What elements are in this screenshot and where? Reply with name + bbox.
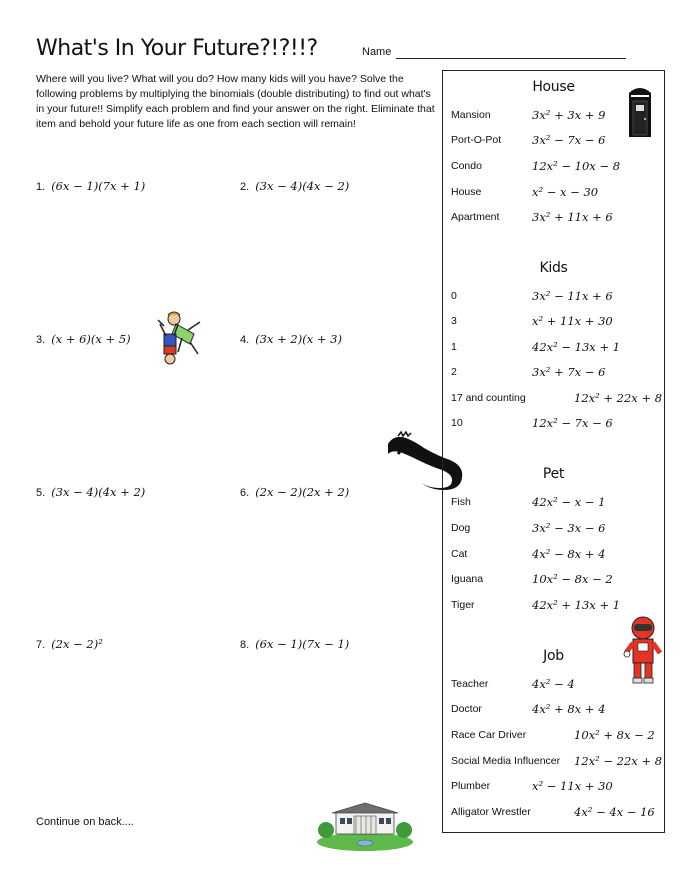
instructions: Where will you live? What will you do? How many kids will you have? Solve the following problems by multiplying the binomials (double distributing) to find out what's in your future!! Simplify each problem and find your answer on the right. Eliminate that item and behold your future life as one from each section will remain! bbox=[36, 73, 435, 130]
option-label: Condo bbox=[451, 160, 482, 172]
problem-7 bbox=[36, 637, 103, 651]
problem-expression: (6x − 1)(7x − 1) bbox=[255, 637, 350, 651]
option-expression: x² − x − 30 bbox=[532, 185, 599, 199]
option-label: Tiger bbox=[451, 599, 475, 611]
option-expression: 42x² + 13x + 1 bbox=[532, 598, 621, 612]
problem-expression: (3x + 2)(x + 3) bbox=[255, 332, 342, 346]
name-label: Name bbox=[362, 46, 392, 58]
option-label: Social Media Influencer bbox=[451, 755, 561, 767]
problem-2 bbox=[240, 179, 349, 193]
problem-expression: (x + 6)(x + 5) bbox=[51, 332, 131, 346]
option-label: 3 bbox=[451, 315, 457, 327]
option-label: Iguana bbox=[451, 573, 484, 585]
option-expression: 3x² − 7x − 6 bbox=[532, 133, 606, 147]
option-expression: 3x² − 11x + 6 bbox=[532, 289, 613, 303]
option-label: 1 bbox=[451, 341, 457, 353]
option-label: House bbox=[451, 186, 482, 198]
section-title-pet: Pet bbox=[542, 466, 565, 482]
problem-expression: (2x − 2)² bbox=[51, 637, 103, 651]
option-expression: 12x² − 7x − 6 bbox=[532, 416, 613, 430]
option-expression: x² + 11x + 30 bbox=[532, 314, 613, 328]
option-expression: 3x² + 3x + 9 bbox=[532, 108, 606, 122]
section-title-job: Job bbox=[543, 648, 564, 664]
section-title-house: House bbox=[532, 79, 575, 95]
problem-number: 8. bbox=[240, 639, 250, 651]
problem-number: 6. bbox=[240, 487, 250, 499]
section-title-kids: Kids bbox=[539, 260, 568, 276]
problem-8 bbox=[240, 637, 349, 651]
name-line[interactable] bbox=[396, 58, 626, 59]
option-expression: 12x² − 22x + 8 bbox=[574, 754, 663, 768]
option-expression: 3x² + 11x + 6 bbox=[532, 210, 613, 224]
option-expression: 3x² − 3x − 6 bbox=[532, 521, 606, 535]
option-label: Teacher bbox=[451, 678, 489, 690]
page-title: What's In Your Future?!?!!? bbox=[36, 36, 318, 61]
option-expression: 42x² − x − 1 bbox=[532, 495, 606, 509]
option-expression: 10x² + 8x − 2 bbox=[574, 728, 655, 742]
problem-number: 1. bbox=[36, 181, 46, 193]
problem-4 bbox=[240, 332, 342, 346]
problem-number: 7. bbox=[36, 639, 46, 651]
option-label: 0 bbox=[451, 290, 457, 302]
option-expression: 3x² + 7x − 6 bbox=[532, 365, 606, 379]
option-label: Dog bbox=[451, 522, 471, 534]
option-label: Cat bbox=[451, 548, 468, 560]
problem-number: 3. bbox=[36, 334, 46, 346]
problem-5 bbox=[36, 485, 145, 499]
problem-expression: (3x − 4)(4x − 2) bbox=[255, 179, 350, 193]
option-expression: 4x² − 8x + 4 bbox=[532, 547, 606, 561]
option-expression: 4x² − 4 bbox=[532, 677, 575, 691]
answer-panel bbox=[442, 70, 665, 833]
problem-expression: (6x − 1)(7x + 1) bbox=[51, 179, 146, 193]
option-expression: 4x² + 8x + 4 bbox=[532, 702, 606, 716]
problem-3 bbox=[36, 332, 131, 346]
option-label: Apartment bbox=[451, 211, 500, 223]
option-label: Race Car Driver bbox=[451, 729, 527, 741]
option-expression: 12x² − 10x − 8 bbox=[532, 159, 621, 173]
continue-note: Continue on back.... bbox=[36, 816, 134, 828]
option-label: Doctor bbox=[451, 703, 482, 715]
problem-number: 5. bbox=[36, 487, 46, 499]
children-icon bbox=[152, 308, 210, 366]
problem-number: 4. bbox=[240, 334, 250, 346]
problem-1 bbox=[36, 179, 145, 193]
option-label: 17 and counting bbox=[451, 392, 526, 404]
option-label: 10 bbox=[451, 417, 463, 429]
option-expression: 12x² + 22x + 8 bbox=[574, 391, 663, 405]
problem-number: 2. bbox=[240, 181, 250, 193]
problem-expression: (3x − 4)(4x + 2) bbox=[51, 485, 146, 499]
porta-potty-icon bbox=[627, 83, 653, 139]
option-label: Mansion bbox=[451, 109, 491, 121]
option-label: Port-O-Pot bbox=[451, 134, 502, 146]
option-expression: 42x² − 13x + 1 bbox=[532, 340, 621, 354]
problem-expression: (2x − 2)(2x + 2) bbox=[255, 485, 350, 499]
option-expression: 10x² − 8x − 2 bbox=[532, 572, 613, 586]
problem-6 bbox=[240, 485, 349, 499]
option-label: Fish bbox=[451, 496, 471, 508]
option-label: 2 bbox=[451, 366, 457, 378]
option-expression: 4x² − 4x − 16 bbox=[574, 805, 655, 819]
option-label: Plumber bbox=[451, 780, 491, 792]
option-expression: x² − 11x + 30 bbox=[532, 779, 613, 793]
mansion-icon bbox=[314, 798, 416, 852]
option-label: Alligator Wrestler bbox=[451, 806, 531, 818]
